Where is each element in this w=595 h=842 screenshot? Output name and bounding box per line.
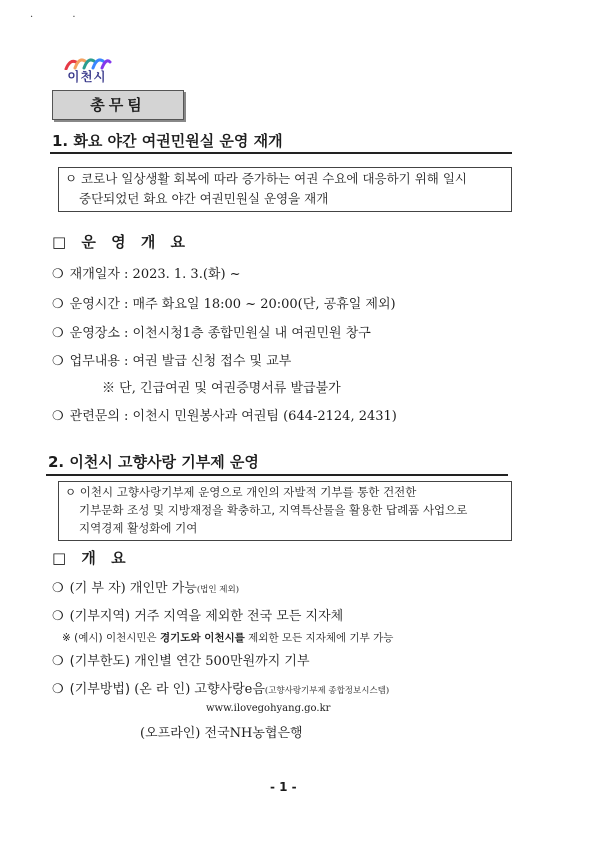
section2-rule xyxy=(46,474,508,476)
section2-summary-line3: 지역경제 활성화에 기여 xyxy=(79,521,198,535)
bullet-icon: ❍ xyxy=(52,354,64,369)
item-label: 운영시간 xyxy=(69,297,120,312)
city-logo xyxy=(56,56,118,88)
section2-summary-line2: 기부문화 조성 및 지방재정을 확충하고, 지역특산물을 활용한 답례품 사업으로 xyxy=(79,503,468,517)
section1-summary-line2: 중단되었던 화요 야간 여권민원실 운영을 재개 xyxy=(79,191,329,206)
item-donor xyxy=(52,577,239,596)
item-label: (기부방법) xyxy=(69,682,131,697)
item-value: 거주 지역을 제외한 전국 모든 지자체 xyxy=(134,609,344,624)
item-method xyxy=(52,678,389,697)
example-suffix: 제외한 모든 지자체에 기부 가능 xyxy=(244,632,394,644)
section2-summary-line1: ㅇ 이천시 고향사랑기부제 운영으로 개인의 자발적 기부를 통한 건전한 xyxy=(65,485,417,499)
donation-url: www.ilovegohyang.go.kr xyxy=(206,703,331,714)
section1-title: 1. 화요 야간 여권민원실 운영 재개 xyxy=(52,132,283,150)
item-operating-hours: ❍ 운영시간 : 매주 화요일 18:00 ~ 20:00(단, 공휴일 제외) xyxy=(52,297,396,312)
section1-summary-line1: ㅇ 코로나 일상생활 회복에 따라 증가하는 여권 수요에 대응하기 위해 일시 xyxy=(65,171,467,186)
bullet-icon: ❍ xyxy=(52,581,64,596)
item-label: (기부지역) xyxy=(69,609,131,624)
bullet-icon: ❍ xyxy=(52,409,64,424)
item-label: 관련문의 xyxy=(69,409,120,424)
item-value: (온 라 인) 고향사랑e음 xyxy=(134,682,265,697)
item-region xyxy=(52,605,343,624)
item-value: 이천시청1층 종합민원실 내 여권민원 창구 xyxy=(132,326,371,341)
scan-dots: · · xyxy=(30,12,94,23)
item-value: 개인만 가능 xyxy=(129,581,197,596)
section1-note: ※ 단, 긴급여권 및 여권증명서류 발급불가 xyxy=(102,381,341,396)
page-number: - 1 - xyxy=(270,780,297,794)
item-value: 개인별 연간 500만원까지 기부 xyxy=(134,654,310,669)
item-note: (법인 제외) xyxy=(196,585,240,595)
logo-text: 이천시 xyxy=(67,69,107,84)
section2-example-note xyxy=(62,630,393,645)
item-limit xyxy=(52,650,310,669)
item-contact: ❍ 관련문의 : 이천시 민원봉사과 여권팀 (644-2124, 2431) xyxy=(52,409,397,424)
section1-summary-box xyxy=(58,167,512,212)
item-note: (고향사랑기부제 종합정보시스템) xyxy=(264,686,390,696)
item-value: 이천시 민원봉사과 여권팀 (644-2124, 2431) xyxy=(132,409,397,424)
item-label: (기부한도) xyxy=(69,654,131,669)
bullet-icon: ❍ xyxy=(52,682,64,697)
offline-method: (오프라인) 전국NH농협은행 xyxy=(140,726,303,741)
bullet-icon: ❍ xyxy=(52,609,64,624)
item-label: 업무내용 xyxy=(69,354,120,369)
example-bold: 경기도와 이천시를 xyxy=(160,632,245,644)
item-value: 2023. 1. 3.(화) ~ xyxy=(132,267,241,282)
item-label: (기 부 자) xyxy=(69,581,126,596)
item-value: 매주 화요일 18:00 ~ 20:00(단, 공휴일 제외) xyxy=(132,297,396,312)
item-label: 재개일자 xyxy=(69,267,120,282)
item-value: 여권 발급 신청 접수 및 교부 xyxy=(132,354,292,369)
department-title: 총무팀 xyxy=(52,90,184,120)
section1-rule xyxy=(50,152,512,154)
section2-title: 2. 이천시 고향사랑 기부제 운영 xyxy=(48,453,259,471)
item-label: 운영장소 xyxy=(69,326,120,341)
item-duties: ❍ 업무내용 : 여권 발급 신청 접수 및 교부 xyxy=(52,354,292,369)
bullet-icon: ❍ xyxy=(52,297,64,312)
bullet-icon: ❍ xyxy=(52,654,64,669)
bullet-icon: ❍ xyxy=(52,267,64,282)
section2-overview-heading: □ 개 요 xyxy=(52,549,131,567)
section1-overview-heading: □ 운 영 개 요 xyxy=(52,233,191,251)
item-restart-date: ❍ 재개일자 : 2023. 1. 3.(화) ~ xyxy=(52,267,241,282)
example-prefix: ※ (예시) 이천시민은 xyxy=(62,632,161,644)
item-location: ❍ 운영장소 : 이천시청1층 종합민원실 내 여권민원 창구 xyxy=(52,326,371,341)
section2-summary-box xyxy=(58,481,512,541)
bullet-icon: ❍ xyxy=(52,326,64,341)
